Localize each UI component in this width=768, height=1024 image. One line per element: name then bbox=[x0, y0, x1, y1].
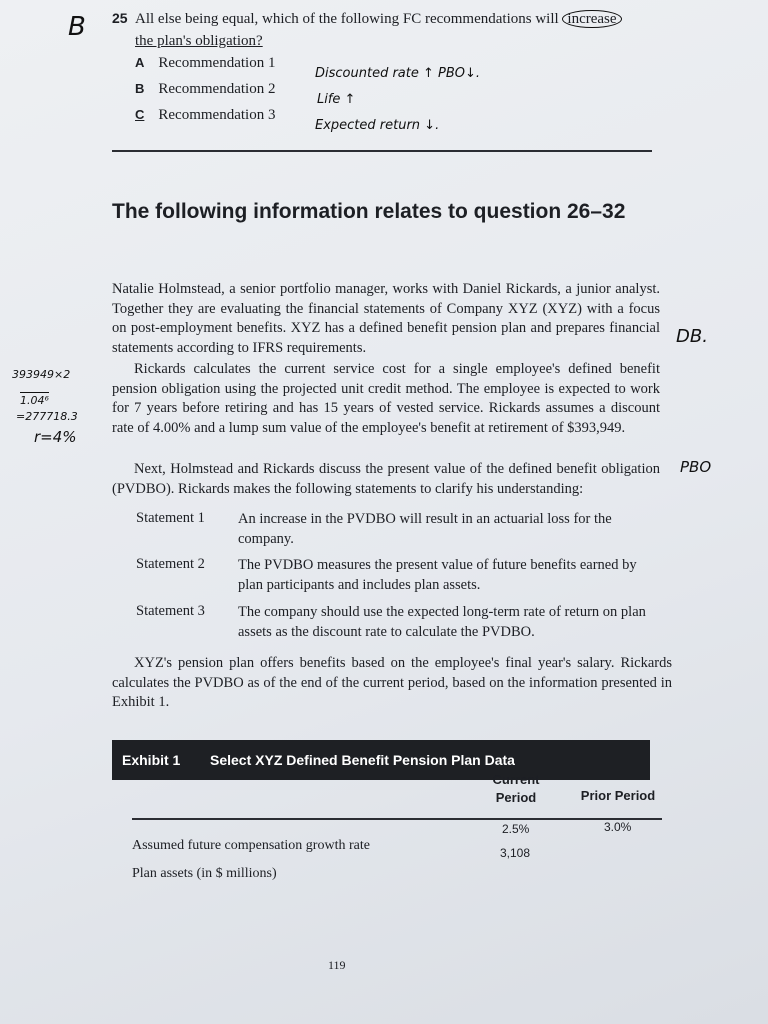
question-number: 25 bbox=[112, 10, 128, 26]
margin-calc: 393949×2 bbox=[12, 368, 71, 381]
paragraph-pvdbo: Next, Holmstead and Rickards discuss the present value of the defined benefit obligation (PVDBO). Rickards makes the following statements to clarify his understanding: bbox=[112, 461, 660, 497]
option-a bbox=[135, 54, 275, 72]
handwritten-note: Life ↑ bbox=[317, 92, 356, 107]
paragraph-service-cost: Rickards calculates the current service cost for a single employee's defined benefit pension obligation using the projected unit credit method. The employee is expected to work for 7 years before retiring and has 15 years of vested service. Rickards assumes a discount rate of 4.00% and a lump sum value of the employee's benefit at retirement of $393,949. bbox=[112, 361, 660, 436]
table-rule bbox=[132, 818, 662, 820]
option-letter: C bbox=[135, 107, 145, 122]
handwritten-note: Expected return ↓. bbox=[315, 118, 440, 133]
margin-note-db: DB. bbox=[676, 326, 708, 347]
table-cell: 2.5% bbox=[502, 822, 530, 836]
statement-label: Statement 3 bbox=[136, 603, 205, 619]
statement-text: The PVDBO measures the present value of future benefits earned by plan participants and includes plan assets. bbox=[238, 557, 637, 593]
statement-label: Statement 2 bbox=[136, 556, 205, 572]
exhibit-title: Select XYZ Defined Benefit Pension Plan Data bbox=[210, 752, 515, 768]
section-divider bbox=[112, 150, 652, 152]
margin-note-pbo: PBO bbox=[680, 458, 712, 476]
statement-text: The company should use the expected long-term rate of return on plan assets as the discount rate to calculate the PVDBO. bbox=[238, 604, 646, 640]
option-label: Recommendation 3 bbox=[158, 107, 276, 123]
statement-text: An increase in the PVDBO will result in an actuarial loss for the company. bbox=[238, 511, 612, 547]
table-cell: 3.0% bbox=[604, 820, 632, 834]
table-cell: 3,108 bbox=[500, 846, 531, 860]
question-text-part: All else being equal, which of the following FC recommendations will bbox=[135, 11, 559, 27]
option-letter: B bbox=[135, 81, 145, 96]
table-row-label: Assumed future compensation growth rate bbox=[132, 838, 370, 853]
margin-calc: =277718.3 bbox=[16, 410, 78, 423]
question-text bbox=[135, 8, 675, 52]
page-number: 119 bbox=[328, 958, 346, 972]
option-label: Recommendation 2 bbox=[158, 81, 276, 97]
table-row-label: Plan assets (in $ millions) bbox=[132, 866, 277, 881]
margin-calc: 1.04⁶ bbox=[20, 394, 49, 407]
section-title: The following information relates to question 26–32 bbox=[112, 200, 626, 223]
handwritten-note: Discounted rate ↑ PBO↓. bbox=[315, 66, 481, 81]
option-b bbox=[135, 80, 275, 98]
circled-word: increase bbox=[562, 10, 621, 28]
question-text-line2: the plan's obligation? bbox=[135, 33, 263, 49]
exhibit-header bbox=[112, 740, 650, 780]
column-header-prior: Prior Period bbox=[580, 788, 656, 803]
paragraph-exhibit-intro: XYZ's pension plan offers benefits based on the employee's final year's salary. Rickards calculates the PVDBO as of the end of the current period, based on the information presented in Exhibit 1. bbox=[112, 655, 672, 710]
exhibit-label: Exhibit 1 bbox=[122, 752, 181, 768]
statement-label: Statement 1 bbox=[136, 510, 205, 526]
answer-mark: B bbox=[68, 12, 86, 42]
option-label: Recommendation 1 bbox=[158, 55, 276, 71]
margin-calc: r=4% bbox=[34, 428, 77, 446]
column-header-current: Current Period bbox=[492, 772, 540, 805]
option-letter: A bbox=[135, 55, 145, 70]
paragraph-intro: Natalie Holmstead, a senior portfolio manager, works with Daniel Rickards, a junior analyst. Together they are evaluating the financial statements of Company XYZ (XYZ) with a focus on post-employment benefits. XYZ has a defined benefit pension plan and prepares financial statements according to IFRS requirements. bbox=[112, 281, 660, 356]
option-c bbox=[135, 106, 275, 124]
